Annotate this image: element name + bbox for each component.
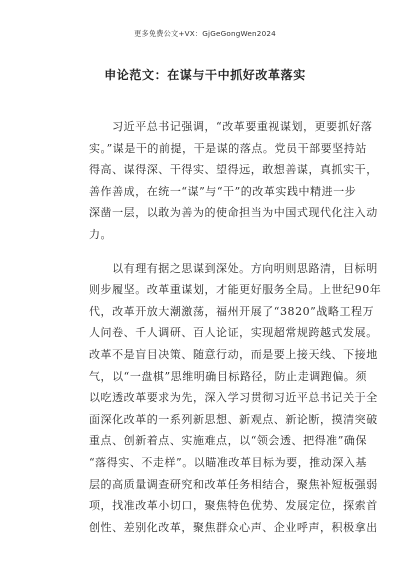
text-line: 深凿一层，以敢为善为的使命担当为中国式现代化注入动 (89, 206, 378, 220)
text-line: 则步履坚。改革重谋划，才能更好服务全局。上世纪90年 (89, 283, 382, 297)
paragraph (89, 258, 382, 539)
text-line: 代，改革开放大潮激荡，福州开展了“3820”战略工程万 (89, 304, 375, 318)
text-line: 实。”谋是干的前提，干是谋的落点。党员干部要坚持站 (89, 141, 367, 155)
text-line: 得高、谋得深、干得实、望得远，敢想善谋，真抓实干， (89, 163, 378, 177)
text-line: 创性、差别化改革，聚焦群众心声、企业呼声，积极拿出 (89, 520, 378, 534)
text-line: 面深化改革的一系列新思想、新观点、新论断，摸清突破 (89, 412, 378, 426)
text-line: 力。 (89, 227, 113, 241)
text-line: 习近平总书记强调，“改革要重视谋划，更要抓好落 (89, 120, 373, 133)
text-line: 以吃透改革要求为先，深入学习贯彻习近平总书记关于全 (89, 391, 378, 405)
text-line: 重点、创新着点、实施难点，以“领会透、把得准”确保 (89, 434, 367, 448)
document-title: 申论范文：在谋与干中抓好改革落实 (104, 68, 306, 82)
text-line: 善作善成，在统一“谋”与“干”的改革实践中精进一步 (89, 184, 357, 198)
text-line: 改革不是盲目决策、随意行动，而是要上接天线、下接地 (89, 347, 378, 361)
paragraph-gap (89, 246, 351, 258)
text-line: 项，找准改革小切口，聚焦特色优势、发展定位，探索首 (89, 499, 378, 513)
text-line: 人问卷、千人调研、百人论证，实现超常规跨越式发展。 (89, 326, 378, 340)
header-note: 更多免费公文+VX：GjGeGongWen2024 (134, 29, 276, 38)
document-body (89, 116, 382, 538)
text-line: 气，以“一盘棋”思维明确目标路径，防止走调跑偏。须 (89, 369, 367, 383)
paragraph (89, 116, 378, 246)
text-line: 以有理有据之思谋到深处。方向明则思路清，目标明 (89, 261, 378, 275)
text-line: “落得实、不走样”。以瞄准改革目标为要，推动深入基 (89, 455, 367, 469)
text-line: 层的高质量调查研究和改革任务相结合，聚焦补短板强弱 (89, 477, 378, 491)
